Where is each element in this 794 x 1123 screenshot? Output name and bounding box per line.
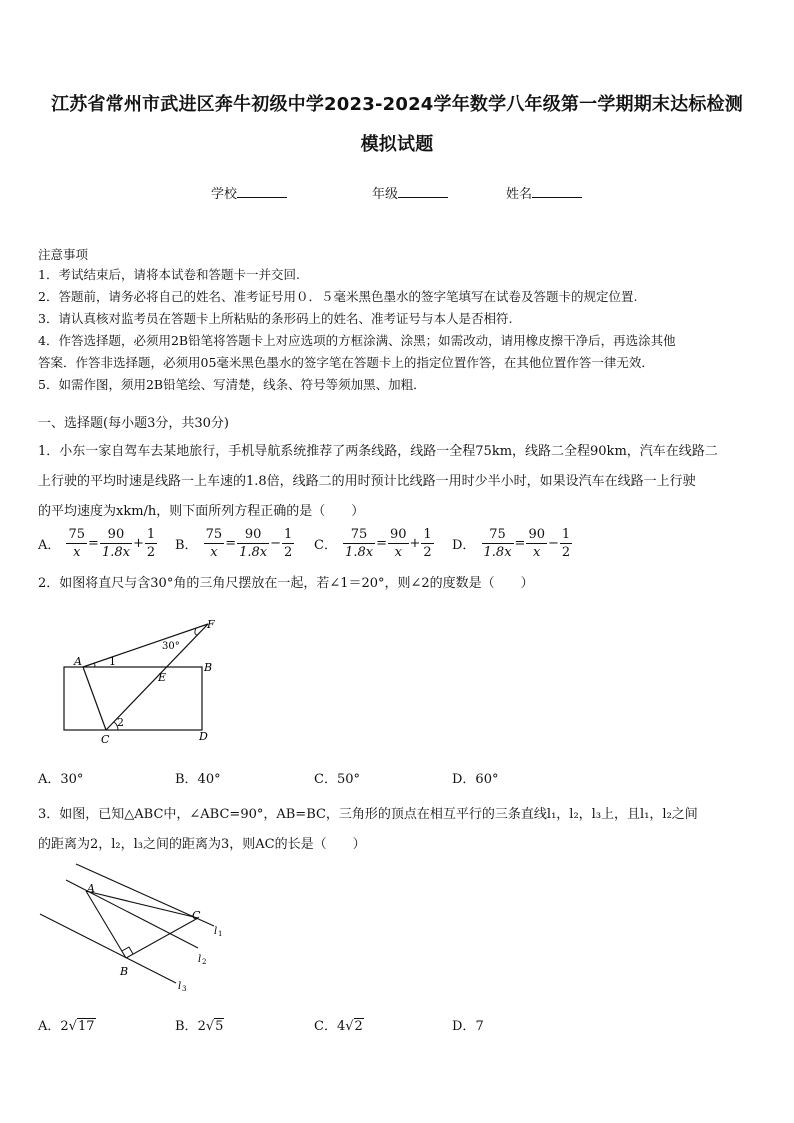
angle-30-arc (195, 628, 198, 635)
note-item: 4．作答选择题，必须用2B铅笔将答题卡上对应选项的方框涂满、涂黑；如需改动，请用橡皮擦干净后，再选涂其他 (38, 333, 676, 348)
school-field[interactable] (211, 183, 287, 202)
ruler-rectangle (64, 667, 202, 730)
label-angle-30: 30° (162, 641, 180, 652)
label-angle-2: 2 (117, 716, 124, 729)
title-line-2: 模拟试题 (360, 134, 434, 155)
q3-option-d[interactable]: D．7 (452, 1019, 484, 1034)
section-heading: 一、选择题(每小题3分，共30分) (38, 416, 229, 431)
grade-label: 年级 (372, 187, 399, 202)
segment-fc (106, 624, 208, 730)
fraction: $\frac{90}{x}$ (389, 527, 407, 560)
label-c: C (101, 733, 110, 746)
option-label: B． (175, 538, 198, 553)
q2-option-a[interactable]: A．30° (38, 772, 84, 787)
label-a: A (74, 655, 82, 668)
label-f: F (207, 618, 215, 631)
q3-option-c[interactable]: C．4√2 (314, 1019, 363, 1034)
label-e: E (158, 671, 167, 684)
label-l1-sub: 1 (218, 930, 223, 938)
grade-blank[interactable] (398, 185, 448, 198)
fraction: $\frac{75}{1.8x}$ (483, 527, 512, 560)
school-label: 学校 (211, 187, 238, 202)
label-l2: l (198, 954, 202, 965)
label-c: C (192, 909, 201, 922)
label-l2-sub: 2 (202, 958, 207, 966)
q3-option-a[interactable]: A．2√17 (38, 1019, 95, 1034)
label-angle-1: 1 (109, 655, 116, 668)
q1-option-b[interactable]: B． $\frac{75}{x}$ = $\frac{90}{1.8x}$ − $\frac{1}{2}$ (175, 527, 293, 560)
label-d: D (199, 730, 208, 743)
option-label: D． (452, 538, 476, 553)
note-item: 3．请认真核对监考员在答题卡上所粘贴的条形码上的姓名、准考证号与本人是否相符. (38, 311, 513, 326)
name-field[interactable] (506, 183, 582, 202)
q2-stem: 2．如图将直尺与含30°角的三角尺摆放在一起，若∠1＝20°，则∠2的度数是（ ） (38, 576, 534, 591)
school-blank[interactable] (237, 185, 287, 198)
grade-field[interactable] (372, 183, 448, 202)
right-angle-mark (122, 947, 133, 954)
q3-stem-line-1: 3．如图，已知△ABC中，∠ABC=90°，AB=BC，三角形的顶点在相互平行的三条直线l₁，l₂，l₃上，且l₁，l₂之间 (38, 807, 698, 822)
name-blank[interactable] (532, 185, 582, 198)
title-line-1: 江苏省常州市武进区奔牛初级中学2023-2024学年数学八年级第一学期期末达标检测 (51, 94, 743, 115)
fraction: $\frac{75}{x}$ (205, 527, 223, 560)
notes-heading: 注意事项 (38, 247, 89, 262)
q2-option-b[interactable]: B．40° (175, 772, 221, 787)
line-l3 (40, 914, 176, 983)
angle-1-arc (94, 663, 95, 667)
label-b: B (120, 965, 129, 978)
q2-figure (50, 612, 230, 747)
segment-ac (86, 891, 198, 918)
q2-option-d[interactable]: D．60° (452, 772, 499, 787)
option-label: C． (314, 538, 337, 553)
option-label: A． (38, 538, 61, 553)
note-item: 5．如需作图，须用2B铅笔绘、写清楚，线条、符号等须加黑、加粗． (38, 377, 426, 392)
q1-stem-line-1: 1．小东一家自驾车去某地旅行，手机导航系统推荐了两条线路，线路一全程75km，线路二全程90km，汽车在线路二 (38, 444, 718, 459)
q1-option-d[interactable]: D． $\frac{75}{1.8x}$ = $\frac{90}{x}$ − $\frac{1}{2}$ (452, 527, 571, 560)
q1-stem-line-3: 的平均速度为xkm/h，则下面所列方程正确的是（ ） (38, 504, 365, 519)
label-l3-sub: 3 (182, 985, 187, 993)
q3-option-b[interactable]: B．2√5 (175, 1019, 224, 1034)
label-b: B (204, 661, 213, 674)
name-label: 姓名 (506, 187, 533, 202)
note-item: 2．答题前，请务必将自己的姓名、准考证号用０．５毫米黑色墨水的签字笔填写在试卷及答题卡的规定位置. (38, 289, 638, 304)
label-l1: l (214, 926, 218, 937)
q3-stem-line-2: 的距离为2，l₂，l₃之间的距离为3，则AC的长是（ ） (38, 837, 366, 852)
segment-bc (126, 918, 198, 958)
fraction: $\frac{90}{1.8x}$ (239, 527, 268, 560)
segment-af (83, 624, 208, 667)
fraction: $\frac{1}{2}$ (561, 527, 571, 560)
q1-option-a[interactable]: A． $\frac{75}{x}$ = $\frac{90}{1.8x}$ + $\frac{1}{2}$ (38, 527, 156, 560)
fraction: $\frac{90}{x}$ (528, 527, 545, 560)
segment-ac (83, 667, 106, 730)
note-item: 1．考试结束后，请将本试卷和答题卡一并交回. (38, 267, 300, 282)
q2-option-c[interactable]: C．50° (314, 772, 360, 787)
fraction: $\frac{75}{x}$ (68, 527, 86, 560)
fraction: $\frac{1}{2}$ (284, 527, 293, 560)
q3-figure (38, 862, 228, 997)
fraction: $\frac{1}{2}$ (146, 527, 156, 560)
q1-option-c[interactable]: C． $\frac{75}{1.8x}$ = $\frac{90}{x}$ + $\frac{1}{2}$ (314, 527, 432, 560)
fraction: $\frac{1}{2}$ (423, 527, 432, 560)
label-l3: l (178, 981, 182, 992)
q1-stem-line-2: 上行驶的平均时速是线路一上车速的1.8倍，线路二的用时预计比线路一用时少半小时，如果设汽车在线路一上行驶 (38, 474, 696, 489)
label-a: A (87, 882, 95, 895)
fraction: $\frac{90}{1.8x}$ (101, 527, 130, 560)
note-item: 答案．作答非选择题，必须用05毫米黑色墨水的签字笔在答题卡上的指定位置作答，在其他位置作答一律无效． (38, 355, 654, 370)
fraction: $\frac{75}{1.8x}$ (345, 527, 374, 560)
